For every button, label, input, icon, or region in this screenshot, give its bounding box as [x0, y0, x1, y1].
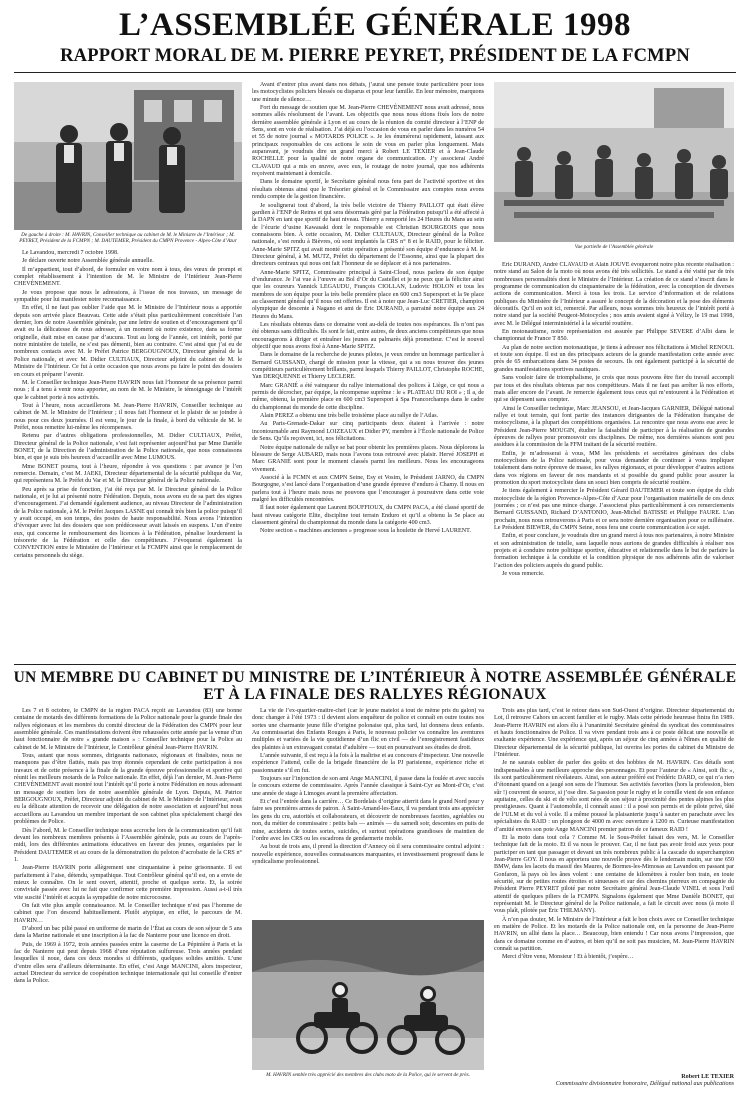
photo-assembly-caption: Vue partielle de l’Assemblée générale — [574, 244, 654, 250]
paragraph: Mme BONET pourra, tout à l’heure, répondre à vos questions : par avance je l’en remercie. Demain, c’est M. JAEKI, Directeur départemental de la sécurité publique du Var, qui représentera M. le Préfet du Var et M. le Directeur général de la Police nationale. — [14, 463, 242, 485]
paragraph: Il m’appartient, tout d’abord, de formuler en votre nom à tous, des vœux de prompt et complet rétablissement à l’intention de M. le Ministre de l’Intérieur Jean-Pierre CHEVÈNEMENT. — [14, 266, 242, 288]
paragraph: Anne-Marie SPITZ, Commissaire principal à Saint-Cloud, nous parlera de son équipe d’endurance. Je l’ai vue à l’œuvre au Bol d’Or du Castellet et je ne peux que la féliciter ainsi que les coureurs Yannick LEGAUDU, François CIOLLAN, Ludovic HOLON et tous les membres de son équipe pour la très belle première place en 600 cm3 Supersport et la 9e place au classement général qu’il nous ont offertes. Il est à noter que Jean-Luc CRETIER, champion olympique de descente à Nagano et ami de Éric DURAND, a parrainé notre équipe aux 24 Heures du Mans. — [252, 269, 484, 320]
paragraph: Sans vouloir faire de triomphalisme, je crois que nous pouvons être fier du travail accompli par tous et des résultats obtenus par nos compétiteurs. Mais il ne faut pas arrêter là nos efforts, mais aller encore de l’avant. Je remercie également tous ceux qui m’entourent à la Fédération et qui se dépensent sans compter. — [494, 375, 734, 404]
photo-assembly-image — [494, 82, 734, 242]
article2-column2 — [252, 708, 484, 916]
paragraph: Trois ans plus tard, c’est le retour dans son Sud-Ouest d’origine. Directeur départemental du Lot, il retrouve Cahors un accent familier et le rugby. Mais cette période heureuse finira fin 1989. Jean-Pierre HAVRIN est alors élu à l’unanimité Secrétaire général du syndicat des commissaires et hauts fonctionnaires de Police. Il va vivre pendant trois ans à ce poste délicat une nouvelle et exaltante expérience. Une expérience qui, après un séjour de cinq années à Nîmes en qualité de Directeur départemental de la sécurité publique, lui ouvrira les portes du cabinet du Ministre de l’Intérieur. — [494, 708, 734, 759]
paragraph: Je ne saurais oublier de parler des goûts et des hobbies de M. HAVRIN. Ces détails sont indispensables à une meilleure approche des personnages. Et pour l’auteur de « Ainsi, soit flic », ils sont particulièrement révélateurs. Ainsi, son auteur préféré est Frédéric DARD, ce qui n’a rien d’étonnant quand on a jaugé son sens de l’humour. Ses activités favorites (hors la profession, bien sûr !) couvrent de source, si j’ose dire. Sa passion pour le rugby et le cornille vient de son enfance aquitaine, celles du ski et de vélo sont nées de son séjour à proximité des pentes alpines les plus prestigieuses. Quant à l’automobile, il connaît aussi : il a posé son permis et de pilote privé, tâté de l’ULM et du vol à voile. Il a même poussé la plaisanterie jusqu’à sauter en parachute avec les spécialistes du RAID : un plongeon de 4000 m avec ouverture à 1200 m. Curieuse manifestation d’amitié envers son pote Ange MANCINI premier patron de ce fameux RAID ! — [494, 760, 734, 833]
photo-motorcycles-image — [252, 920, 484, 1070]
paragraph: En motonautisme, notre représentation est assurée par Philippe SEVERE d’Albi dans le championnat de France T 850. — [494, 329, 734, 343]
article1-column2 — [252, 82, 484, 660]
paragraph: D’abord un bac pilié passé en uniforme de marin de l’État au cours de son séjour de 5 ans dans la Marine nationale et une inscription à la fac de Nanterre pour une licence en droit. — [14, 925, 242, 940]
paragraph: M. le Conseiller technique Jean-Pierre HAVRIN nous fait l’honneur de sa présence parmi nous ; il a tenu à venir nous apporter, au nom de M. le Ministre, le témoignage de l’intérêt que le cabinet porte à nos activités. — [14, 379, 242, 401]
paragraph: La vie de l’ex-quartier-maître-chef (car le jeune matelot à tout de même pris du galon) va donc changer à l’été 1973 : il devient alors enquêteur de police et connaît en outre toutes nos sortes une charmante jeune fille d’origine polonaise qui, plus tard, lui donnera deux enfants. Au commissariat des Enfants Rouges à Paris, le nouveau policier va connaître les aventures multiples et variées de la vie quotidienne d’un flic en civil — de l’enregistrement fastidieux des plaintes à un extravagant constat d’adultère — tout en poursuivant ses études de droit. — [252, 708, 484, 751]
article2-signature — [494, 1074, 734, 1090]
article2-column3 — [494, 708, 734, 1074]
paragraph: Alain PEREZ a obtenu une très belle troisième place au rallye de l’Atlas. — [260, 413, 439, 420]
paragraph: Ainsi le Conseiller technique, Marc JEANSOU, et Jean-Jacques GARNIER, Délégué national rallye et tout terrain, qui font partie des instances dirigeantes de la Fédération française de motocyclisme, à la plupart des compétitions organisées. La rencontre que nous avons eue avec le Président Jean-Pierre MOUGIN, étudier la faisabilité de participer à la réalisation de grandes épreuves de rallyes pour promouvoir ces disciplines. De même, nos dernières séances sont peu assidues à la commission de la FFM traitant de la sécurité routière. — [494, 405, 734, 449]
paragraph: Enfin, et pour conclure, je voudrais dire un grand merci à tous nos partenaires, à notre Ministre et son administration de tutelle, sans laquelle nous aurions de grandes difficultés à réaliser nos projets et à conduire notre politique sportive, éducative et relationnelle dans le but de parfaire la formation technique à la conduite et la condition physique de nos adhérents afin de valoriser l’action des policiers auprès du grand public. — [494, 533, 734, 569]
paragraph: Au bout de trois ans, il prend la direction d’Annecy où il sera commissaire central adjoint : nouvelle expérience, nouvelles connaissances marquantes, et investissement progressif dans le syndicalisme professionnel. — [252, 844, 484, 865]
signature-name: Robert LE TEXIER — [681, 1074, 734, 1080]
article2-headline-line2: ET À LA FINALE DES RALLYES RÉGIONAUX — [203, 686, 547, 703]
paragraph: Tous, autant que nous sommes, dirigeants nationaux, régionaux et finalistes, nous ne manquons pas d’être flattés, mais pas trop étonnés cependant de cette participation à nos travaux et de cette présence à la finale de la grande épreuve professionnelle et sportive qui réunit les meilleurs motards de la Police nationale. En effet, déjà l’an dernier, M. Jean-Pierre CHEVÈNEMENT avait montré tout l’intérêt qu’il porte à notre Fédération en nous adressant un message de soutien lors de notre assemblée générale de Lyon. Depuis, M. Patrice BERGOUGNOUX, Préfet, Directeur adjoint du cabinet de M. le Ministre de l’Intérieur, avait eu la délicate attention de recevoir une délégation de notre association et aujourd’hui nous accueillons au Lavandou un membre important de son cabinet plus spécialement chargé des problèmes de Police. — [14, 753, 242, 826]
paragraph: Jean-Pierre HAVRIN porte allègrement une cinquantaine à peine grisonnante. Il est parfaitement à l’aise, détendu, sympathique. Tout Contrôleur général qu’il est, on a envie de mieux le connaître. On le sent ouvert, attentif, proche et quelque sorte. Et, la soirée conviviale passée avec lui ne fait que confirmer cette première impression. Aussi a-t-il très vite suscité l’intérêt et acquis la sympathie de notre microcosme. — [14, 865, 242, 901]
paragraph: Retenu par d’autres obligations professionnelles, M. Didier CULTIAUX, Préfet, Directeur général de la Police nationale, s’est fait représenter aujourd’hui par Mme Danièle BONET, de la Direction de l’administration de la Police nationale, que nous connaissons bien, et que je suis très heureux d’accueillir avec Mme LUMOUS. — [14, 433, 242, 462]
paragraph: Je vous propose que nous le adressions, à l’issue de nos travaux, un message de sympathie pour lui manifester notre reconnaissance. — [14, 289, 242, 304]
paragraph: Notre section « machines anciennes » progresse sous la houlette de Hervé LAURENT. — [260, 528, 471, 535]
paragraph: Je vous remercie. — [502, 571, 545, 578]
photo-motorcycles — [252, 920, 484, 1070]
paragraph: Puis, de 1969 à 1972, trois années passées entre la caserne de La Pépinière à Paris et la fac de Nanterre qui peut depuis 1968 d’une réputation sulfureuse. Trois années pendant lesquelles il noue, dans ces deux mondes si différents, quelques solides amitiés. L’une d’entre elles sera d’ailleurs déterminante. En effet, c’est Ange MANCINI, alors inspecteur, actuel Directeur du service de coopération technique internationale qui lui conseille d’entrer dans la Police. — [14, 941, 242, 985]
paragraph: Et la moto dans tout cela ? Comme M. le Sous-Préfet faisait des vers, M. le Conseiller technique fait de la moto. Et il va nous le prouver. Car, il ne faut pas avoir froid aux yeux pour participer en tant que passager et devant un très nombreux public à la cascade du superchampion Jean-Pierre GOY. Il nous en apportera une nouvelle preuve dès le lendemain matin, sur une 650 BMW, dans les lacets du massif des Maures, de Bormes-les-Mimosas au Lavandou en passant par Gonfaron, là pays où les ânes volent : une centaine de kilomètres à rouler bon train, en toute sécurité, sur de petites routes étroites et sinueuses et sur des chemins pierreux en compagnie du Président Pierre PEYRET piloté par notre Secrétaire général Jean-Claude VINEL et sous l’œil attentif de quelques piliers de la FCMPN. Signalons également que Mme Danièle BONET, qui représentait M. le Directeur général de la Police nationale, a fait le circuit avec nous (à moto il vous plaît, pilotée par Éric THILMANY). — [494, 834, 734, 915]
paragraph: Les 7 et 8 octobre, le CMPN de la région PACA reçoit au Lavandou (83) une bonne centaine de motards des différents formations de la Police nationale pour la grande finale des rallyes régionaux et les membres du comité directeur de la Fédération des CMPN pour leur assemblée générale. Ces manifestations doivent être rehaussées cette année par la venue d’un haut fonctionnaire de notre « grande maison » : Conseiller technique pour la Police au cabinet de M. le Ministre de l’Intérieur, le Contrôleur général Jean-Pierre HAVRIN. — [14, 708, 242, 751]
paragraph: Merci d’être venu, Monsieur ! Et à bientôt, j’espère… — [502, 954, 634, 961]
article2-column1 — [14, 708, 242, 1088]
paragraph: En effet, il ne faut pas oublier l’aide que M. le Ministre de l’Intérieur nous a apportée depuis son arrivée place Beauvau. Cette aide s’était plus particulièrement concrétisée l’an dernier, lors de notre Assemblée générale, par une lettre de soutien et d’encouragement qu’il avait eu la délicatesse de nous adresser, à un moment où notre existence, dans sa forme originelle, était mise en cause par d’aucuns. Tout au long de l’année, cet intérêt, porté par notre ministère de tutelle, ne s’est pas démenti, bien au contraire. C’est ainsi que j’ai eu de nombreux contacts avec M. le Préfet Patrice BERGOUGNOUX, Directeur général de la Police nationale, et avec M. Didier CULTIAUX, Directeur adjoint du cabinet de M. le Ministre de l’Intérieur. Ce fut à cette occasion que nous avons pu faire le point des dossiers en cours et préparer l’avenir. — [14, 305, 242, 378]
paragraph: Peu après sa prise de fonction, j’ai été reçu par M. le Directeur général de la Police nationale, et je lui ai présenté notre Fédération. Depuis, nous avons eu de sa part des signes d’encouragement. J’ai demandé également audience, au niveau Directeur de l’administration de la Police nationale, à M. le Préfet Jacques LASNE qui connaît très bien la police puisqu’il y avait occupé, en son temps, des postes de haute responsabilité. Nous avons l’intention d’évoquer avec lui des dossiers que son prédécesseur avait laissés en suspens. L’un d’entre eux, qui concerne le remboursement des licences à la Fédération, pénalise lourdement la trésorerie de la Fédération et celle des compétiteurs. J’évoquerai également la CONVENTION entre le Ministère de l’Intérieur et la FCMPN ainsi que le remplacement de certains personnels du siège. — [14, 486, 242, 559]
paragraph: Dès l’abord, M. le Conseiller technique nous accroche lors de la communication qu’il fait devant les nombreux membres présents à l’Assemblée générale, puis au cours de l’après-midi, lors des différentes animations éducatives en faveur des jeunes, organisées par le Président DAUTEMER et au cours de la démonstration du peloton d’acrobatie de la CRS n° 1. — [14, 827, 242, 863]
paragraph: Éric DURAND, André CLAVAUD et Alain JOUVE évoqueront notre plus récente réalisation : notre stand au Salon de la moto où nous avons été très sollicités. Le stand a été visité par de très nombreuses personnalités dont le Ministre de l’Intérieur. La création de ce stand s’inscrit dans le programme de communication du cinquantenaire de la fédération, avec la conception de diverses actions de communication. Merci à tous les trois. Le service d’information et de relations publiques du Ministère de l’Intérieur a assuré le concept de la décoration et la pose des éléments décoratifs. Qu’il en soit ici, remercié. Par ailleurs, nous sommes très heureux de l’intérêt porté à notre stand par la société Peugeot-Motocycles ; nos amis avaient signé à Vélizy, le 19 mai 1998, avec M. le Délégué interministériel à la sécurité routière. — [494, 262, 734, 327]
article-divider — [14, 664, 736, 665]
paragraph: On fait vite plus ample connaissance. M. le Conseiller technique n’est pas l’homme de cabinet que l’on descend habituellement. Plutôt atypique, en effet, le parcours de M. HAVRIN… — [14, 902, 242, 924]
paragraph: Les résultats obtenus dans ce domaine vont au-delà de toutes nos espérances. Ils n’ont pas été obtenus sans difficultés. Ils sont le fait, entre autres, de deux anciens compétiteurs que nous encouragerons à diriger et entraîner les jeunes au palmarès déjà prometteur. C’est le nouvel objectif que nous avons fixé à Anne-Marie SPITZ. — [252, 322, 484, 351]
paragraph: L’année suivante, il est reçu à la fois à la maîtrise et au concours d’inspecteur. Une nouvelle expérience l’attend, celle de la brigade financière de la PJ parisienne, expérience riche et passionnante s’il en fut. — [252, 753, 484, 774]
title-divider — [14, 72, 736, 73]
paragraph: Je déclare ouverte notre Assemblée générale annuelle. — [22, 258, 154, 265]
paragraph: Associé à la FCMN et aux CMPN Seine, Esy et Vosim, le Président JARNO, du CMPN Bourgogne, s’est lancé dans l’organisation d’une grande épreuve d’enduro à Chamy. Il nous en parlera tout à l’heure mais nous ne pouvons que l’encourager à poursuivre dans cette voie malgré les difficultés rencontrées. — [252, 474, 484, 503]
paragraph: Je tiens également à remercier le Président Gérard DAUTEMER et toute son équipe du club motocycliste de la région Provence-Alpes-Côte d’Azur pour l’organisation matérielle de ces deux journées ; ce n’est pas une mince charge. J’associerai plus particulièrement à ces remerciements Bernard GUISSAND, Richard D’ANTONIO, Jean-Michel BATISSE et Philippe FAURE. L’an prochain, nous nous retrouverons à Paris et ce sera notre dernière organisation pour ce millénaire. Le Président BIEWER, du CMPN Seine, nous fera une courte communication à ce sujet. — [494, 488, 734, 532]
photo-officials-image — [14, 82, 242, 230]
paragraph: Toujours sur l’injonction de son ami Ange MANCINI, il passe dans la foulée et avec succès le concours externe de commissaire. Après l’année classique à Saint-Cyr au Mont-d’Or, c’est une année de stage à Limoges avant la première affectation. — [252, 776, 484, 797]
paragraph: Il faut noter également que Laurent BOUFFIOUX, du CMPN PACA, a été classé sportif de haut niveau catégorie Elite, discipline tout terrain Enduro et qu’il a obtenu la 5e place au classement général du championnat du monde dans la catégorie 400 cm3. — [252, 505, 484, 526]
paragraph: Enfin, je m’adresserai à vous, MM les présidents et secrétaires généraux des clubs motocyclistes de la Police nationale, pour vous demander de continuer à vous impliquer totalement dans notre épreuve de masse, les rallyes régionaux, et pour développer d’autres actions dans vos régions en faveur de nos mandants et si possible du grand public pour assurer la promotion du sport motocycliste dans un souci bien compris de sécurité routière. — [494, 450, 734, 486]
paragraph: Le Lavandou, mercredi 7 octobre 1998. — [22, 250, 119, 256]
paragraph: Au Paris-Grenade-Dakar sur cinq participants deux étaient à l’arrivée : notre incontournable ami Raymond LOIZEAUX et Didier PY, membre à l’École nationale de Police de Sens. Qu’ils reçoivent, ici, nos félicitations. — [252, 421, 484, 443]
paragraph: Fort du message de soutien que M. Jean-Pierre CHEVÈNEMENT nous avait adressé, nous sommes allés résolument de l’avant. Les objectifs que nous nous étions fixés lors de notre dernière assemblée générale à Lyon et au cours de la réunion du comité directeur à l’ENP de Sens, sont en voie de réalisation. J’ai déjà eu l’occasion de vous en parler dans les numéros 54 et 55 de notre journal « MOTARDS POLICE ». Je les énumérerai rapidement, laissant aux principaux responsables de ces actions le soin de vous en parler plus longuement. Mais auparavant, je voudrais dire un grand merci à Robert LE TEXIER et à Jean-Claude ROCHELLE pour la qualité de notre organe de communication. J’y associerai André CLAVAUD qui a mis en œuvre, avec eux, le routage de notre journal, que nos adhérents reçoivent maintenant à domicile. — [252, 105, 484, 178]
article1-column1 — [14, 250, 242, 660]
page-subtitle: RAPPORT MORAL DE M. PIERRE PEYRET, PRÉSIDENT DE LA FCMPN — [60, 46, 690, 66]
article1-column3 — [494, 262, 734, 660]
paragraph: Je soulignerai tout d’abord, la très belle victoire de Thierry PAILLOT qui était élève gardien à l’ENP de Reims et qui sera désormais géré par la Fédération puisqu’il a été affecté à la DAPN en tant que sportif de haut niveau. Thierry a remporté les 24 Heures du Mans au sein de l’écurie d’usine Kawasaki dont le responsable est Christian BOURGEOIS que nous connaissons bien. À cette occasion, M. Didier CULTIAUX, Directeur général de la Police nationale, s’est rendu à Bièvres, où sont implantés la CRS n° 8 et le RAID, pour le féliciter. Anne-Marie SPITZ qui avait monté cette opération a présenté son équipe d’endurance à M. le Directeur général, à M. MUTZ, Préfet du département de l’Essonne, ainsi que la plupart des directeurs centraux qui nous ont fait l’honneur de se déplacer et à nos partenaires. — [252, 202, 484, 268]
photo-officials — [14, 82, 242, 230]
paragraph: Dans le domaine sportif, le Secrétaire général nous fera part de l’activité sportive et des résultats obtenus ainsi que le Trésorier général et le Commissaire aux comptes nous avons rendu compte de la gestion financière. — [252, 179, 484, 201]
paragraph: Au plan de notre section motonautique, je tiens à adresser nos félicitations à Michel RENOUL et toute son équipe. Il est un des principaux acteurs de la grande manifestation cette année avec près de 65 embarcations dans 34 postes de secours. Ils ont également participé à la sécurité de grandes manifestations sportives nautiques. — [494, 344, 734, 373]
paragraph: Notre équipe nationale de rallye se bat pour obtenir les premières places. Nous déplorons la blessure de Serge AUBARD, mais nous l’avons tous retrouvé avec plaisir. Hervé JOSEPH et Marc GRANIÉ sont pour le moment classés parmi les meilleurs. Nous les encourageons vivement. — [252, 444, 484, 473]
article2-headline-line1: UN MEMBRE DU CABINET DU MINISTRE DE L’INTÉRIEUR À NOTRE ASSEMBLÉE GÉNÉRALE — [13, 669, 737, 686]
photo-motorcycles-caption: M. HAVRIN semble très apprécié des membres des clubs moto de la Police, qui le servent de près. — [266, 1072, 470, 1078]
paragraph: Dans le domaine de la recherche de jeunes pilotes, je veux rendre un hommage particulier à Bernard GUISSAND, chargé de mission pour la vitesse, qui a su nous trouver des jeunes compétiteurs particulièrement brillants, parmi lesquels Thierry PAILLOT, Christophe ROCHE, Yan DERQUENNE et Thierry LECLERE. — [252, 352, 484, 381]
paragraph: Et c’est l’entrée dans la carrière… Ce Bordelais d’origine atterrit dans le grand Nord pour y faire ses premières armes de patron. À Saint-Amand-les-Eaux, il va pendant trois ans apprécier les gens du cru, autorités et collaborateurs, et découvrir de nombreuses facettes, agréables ou non, du métier de commissaire : petits bals — animés — du samedi soir, descentes en puits de mine, accidents de toutes sortes, suicides, et surtout opérations grandioses de maintien de l’ordre avec les CRS ou les escadrons de gendarmerie mobile. — [252, 799, 484, 842]
signature-role: Commissaire divisionnaire honoraire, Délégué national aux publications — [555, 1081, 734, 1088]
paragraph: Marc GRANIÉ a été vainqueur du rallye international des polices à Liège, ce qui nous a permis de décrocher, par équipe, la récompense suprême : le « PLATEAU DU ROI » ; Il a, de même, obtenu, la première place en 600 cm3 Supersport à Spa Francorchamps dans le cadre du championnat du monde de cette discipline. — [252, 382, 484, 411]
paragraph: Avant d’entrer plus avant dans nos débats, j’aurai une pensée toute particulière pour tous les motocyclistes policiers blessés ou disparus et pour leur famille. En leur mémoire, marquons une minute de silence… — [252, 82, 484, 103]
page-title: L’ASSEMBLÉE GÉNÉRALE 1998 — [119, 7, 631, 43]
paragraph: À n’en pas douter, M. le Ministre de l’Intérieur a fait le bon choix avec ce Conseiller technique en matière de Police. Et les motards de la Police nationale ont, en la personne de Jean-Pierre HAVRIN, un allié dans la place… Beaucoup, bien entendu ! Car nous avons l’impression, que dans ce domaine comme en d’autres, et bien qu’il ne soit pas musicien, M. Jean-Pierre HAVRIN connaît sa partition. — [494, 916, 734, 952]
photo-assembly — [494, 82, 734, 242]
paragraph: Tout à l’heure, nous accueillerons M. Jean-Pierre HAVRIN, Conseiller technique au cabinet de M. le Ministre de l’Intérieur ; il nous fait l’honneur et le plaisir de se joindre à nous pour ces deux journées. Il est venu, le jour de la finale, à bord du véhicule de M. le Préfet, nous remettre lui-même les récompenses. — [14, 402, 242, 431]
photo-officials-caption: De gauche à droite : M. HAVRIN, Conseiller technique au cabinet de M. le Ministre de l’Intérieur ; M. PEYRET, Président de la FCMPN ; M. DAUTEMER, Président du CMPN Provence - Alpes-Côte d’Azur — [19, 232, 237, 245]
